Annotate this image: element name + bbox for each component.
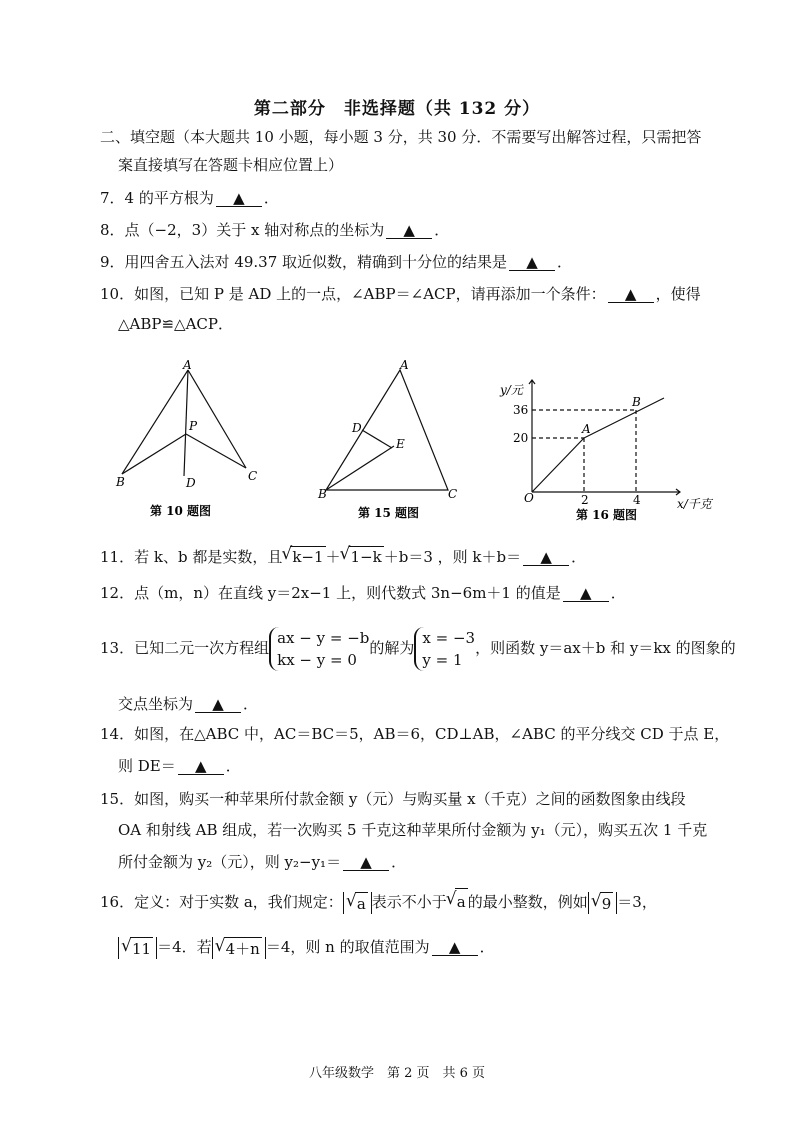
question-14	[100, 724, 729, 744]
question-text: 用四舍五入法对 49.37 取近似数，精确到十分位的结果是	[124, 253, 508, 271]
sqrt-expr: √ 11	[130, 937, 153, 960]
question-11	[100, 546, 586, 567]
question-number: 9．	[100, 253, 125, 271]
question-13-line2	[118, 694, 258, 714]
x-tick-2: 2	[581, 493, 589, 507]
question-text: 定义：对于实数 a，我们规定：	[134, 893, 343, 911]
question-number: 16．	[100, 893, 135, 911]
question-10-line2: △ABP≌△ACP．	[118, 315, 233, 333]
sqrt-expr: √ a	[455, 888, 468, 915]
question-number: 11．	[100, 548, 135, 566]
answer-blank[interactable]: ▲	[509, 254, 555, 271]
point-B-label: B	[632, 395, 641, 409]
question-10	[100, 284, 701, 304]
section-heading: 二、填空题（本大题共 10 小题，每小题 3 分，共 30 分．不需要写出解答过程，只需把答	[100, 128, 702, 146]
punct: ．	[610, 584, 626, 602]
label-C: C	[448, 487, 458, 501]
answer-blank[interactable]: ▲	[386, 222, 432, 239]
punct: ．	[243, 695, 259, 713]
answer-blank[interactable]: ▲	[432, 939, 478, 956]
question-text: 如图，在△ABC 中，AC＝BC＝5，AB＝6，CD⊥AB，∠ABC 的平分线交 CD 于点 E，	[134, 725, 730, 743]
label-B: B	[318, 487, 327, 501]
punct: ．	[479, 938, 495, 956]
y-axis-label: y/元	[500, 383, 523, 397]
figure-15-caption: 第 15 题图	[358, 506, 420, 520]
equation-system	[269, 627, 369, 671]
question-text-cont: ＝3，	[617, 893, 657, 911]
question-9	[100, 252, 572, 272]
question-text: 交点坐标为	[118, 695, 194, 713]
punct: ．	[434, 221, 450, 239]
label-C: C	[248, 469, 258, 483]
question-text-cont: ＋b＝3 ，则 k＋b＝	[383, 548, 522, 566]
question-text-cont: 的最小整数，例如	[467, 893, 588, 911]
x-tick-4: 4	[633, 493, 641, 507]
question-text-cont: 的解为	[369, 639, 415, 657]
question-text: 若 k、b 都是实数，且	[134, 548, 283, 566]
label-D: D	[186, 476, 196, 490]
question-8	[100, 220, 449, 240]
question-text-cont: ＝4，则 n 的取值范围为	[265, 938, 430, 956]
label-B: B	[116, 475, 125, 489]
question-7	[100, 188, 279, 208]
punct: ．	[225, 757, 241, 775]
punct: ．	[557, 253, 573, 271]
ceil-sqrt-11	[118, 937, 157, 959]
sqrt-expr: √ a	[355, 892, 368, 915]
question-number: 14．	[100, 725, 135, 743]
figure-16-caption: 第 16 题图	[576, 508, 638, 522]
section-heading-cont: 案直接填写在答题卡相应位置上）	[118, 156, 344, 174]
solution-2: y = 1	[422, 651, 463, 669]
ceil-sqrt-4n	[212, 937, 266, 959]
answer-blank[interactable]: ▲	[343, 854, 389, 871]
plus-sign: ＋	[325, 548, 341, 566]
question-12	[100, 583, 626, 603]
question-text: 如图，已知 P 是 AD 上的一点，∠ABP＝∠ACP，请再添加一个条件：	[134, 285, 606, 303]
question-number: 15．	[100, 790, 135, 808]
question-text-cont: ，则函数 y＝ax＋b 和 y＝kx 的图象的	[475, 639, 736, 657]
solution-system	[414, 627, 475, 671]
question-text: 所付金额为 y₂（元），则 y₂−y₁＝	[118, 853, 342, 871]
question-number: 10．	[100, 285, 135, 303]
sqrt-expr: √ k−1	[290, 546, 325, 567]
ceil-sqrt-9	[588, 892, 618, 914]
question-text: 如图，购买一种苹果所付款金额 y（元）与购买量 x（千克）之间的函数图象由线段	[134, 790, 686, 808]
punct: ．	[391, 853, 407, 871]
label-D: D	[352, 421, 362, 435]
label-A: A	[400, 358, 409, 372]
question-text-cont: ＝4．若	[157, 938, 212, 956]
question-text-cont: 表示不小于	[371, 893, 447, 911]
question-15	[100, 789, 686, 809]
answer-blank[interactable]: ▲	[523, 549, 569, 566]
answer-blank[interactable]: ▲	[216, 190, 262, 207]
answer-blank[interactable]: ▲	[178, 758, 224, 775]
question-15-line3	[118, 852, 406, 872]
question-text: 则 DE＝	[118, 757, 176, 775]
figure-10-caption: 第 10 题图	[150, 504, 212, 518]
equation-2: kx − y = 0	[277, 651, 357, 669]
punct: ．	[263, 189, 279, 207]
answer-blank[interactable]: ▲	[563, 585, 609, 602]
question-15-line2: OA 和射线 AB 组成，若一次购买 5 千克这种苹果所付金额为 y₁（元），购买五次 1 千克	[118, 821, 708, 839]
question-number: 12．	[100, 584, 135, 602]
question-number: 8．	[100, 221, 125, 239]
figure-15	[326, 370, 448, 490]
page-title: 第二部分 非选择题（共 132 分）	[253, 99, 541, 119]
label-P: P	[189, 419, 198, 433]
question-14-line2	[118, 756, 241, 776]
figure-16	[529, 380, 680, 495]
page-footer: 八年级数学 第 2 页 共 6 页	[308, 1066, 486, 1081]
ceil-sqrt-a	[343, 892, 372, 914]
question-13	[100, 624, 736, 672]
question-text: 点（m，n）在直线 y＝2x−1 上，则代数式 3n−6m＋1 的值是	[134, 584, 561, 602]
sqrt-expr: √ 4＋n	[224, 937, 262, 960]
question-text-cont: ，使得	[655, 285, 701, 303]
question-text: 4 的平方根为	[124, 189, 214, 207]
sqrt-expr: √ 9	[600, 892, 614, 915]
question-16-line2	[118, 934, 495, 960]
label-A: A	[183, 358, 192, 372]
point-A-label: A	[582, 422, 591, 436]
label-E: E	[396, 437, 405, 451]
y-tick-20: 20	[513, 431, 529, 445]
sqrt-expr: √ 1−k	[349, 546, 384, 567]
answer-blank[interactable]: ▲	[195, 696, 241, 713]
y-tick-36: 36	[513, 403, 529, 417]
punct: ．	[571, 548, 587, 566]
question-text: 点（−2，3）关于 x 轴对称点的坐标为	[124, 221, 385, 239]
solution-1: x = −3	[422, 629, 476, 647]
question-number: 13．	[100, 639, 135, 657]
figure-10	[122, 370, 246, 476]
question-text: 已知二元一次方程组	[134, 639, 270, 657]
x-axis-label: x/千克	[677, 497, 712, 511]
equation-1: ax − y = −b	[277, 629, 370, 647]
figures	[100, 358, 720, 528]
question-16	[100, 888, 657, 915]
answer-blank[interactable]: ▲	[608, 286, 654, 303]
origin-label: O	[524, 491, 534, 505]
question-number: 7．	[100, 189, 125, 207]
